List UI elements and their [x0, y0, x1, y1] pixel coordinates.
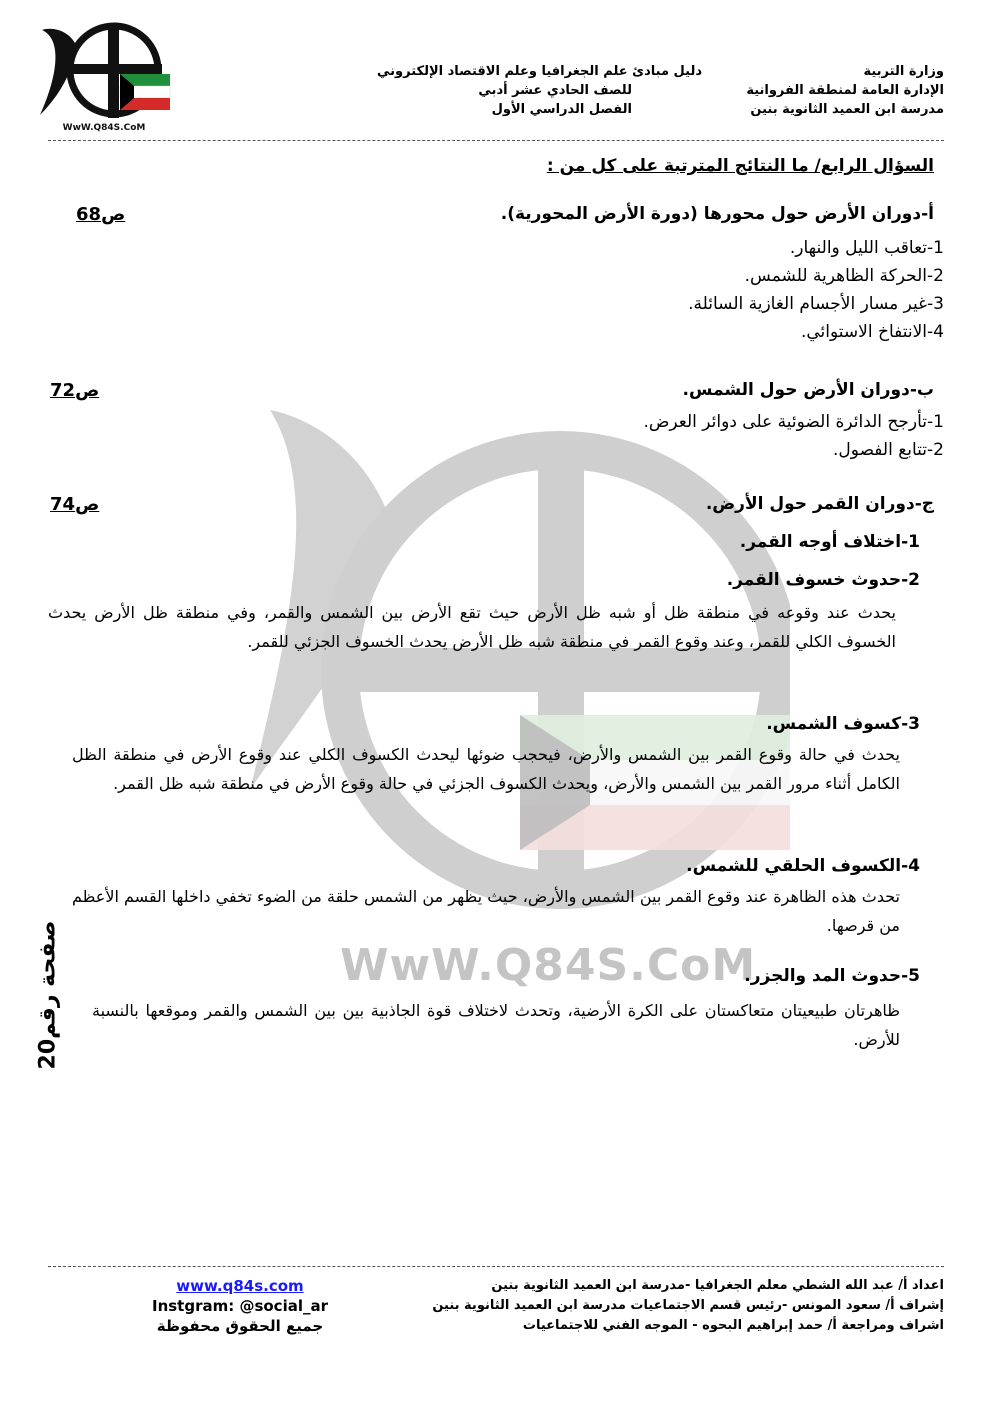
section-b-page-ref: ص72 [50, 380, 100, 401]
header-semester: الفصل الدراسي الأول [491, 102, 632, 117]
page-number-text: صفحة رقم20 [35, 920, 61, 1070]
header-directorate: الإدارة العامة لمنطقة الفروانية [746, 83, 944, 98]
footer-divider [48, 1266, 944, 1267]
section-c-item-2-body: يحدث عند وقوعه في منطقة ظل أو شبه ظل الأرض حيث تقع الأرض بين الشمس والقمر، وفي منطقة ظل الأرض يحدث الخسوف الكلي للقمر، وعند وقوع القمر في منطقة شبه ظل الأرض يحدث الخسوف الجزئي للقمر. [48, 603, 896, 651]
section-c-item-5-body: ظاهرتان طبيعيتان متعاكستان على الكرة الأرضية، وتحدث لاختلاف قوة الجاذبية بين بين الشمس والقمر وموقعها بالنسبة للأرض. [92, 1001, 900, 1049]
footer-links [140, 1276, 340, 1336]
header-ministry: وزارة التربية [863, 64, 944, 79]
section-c-page-ref: ص74 [50, 494, 100, 515]
header-school: مدرسة ابن العميد الثانوية بنين [750, 102, 944, 117]
watermark-text: WwW.Q84S.CoM [340, 940, 757, 991]
list-item: 2-تتابع الفصول. [833, 440, 944, 460]
section-b-list [344, 408, 944, 464]
instagram-handle: Instgram: @social_ar [151, 1297, 328, 1315]
header-center-block [322, 62, 702, 119]
section-c-item-2-title: 2-حدوث خسوف القمر. [726, 570, 920, 590]
section-c-item-1: 1-اختلاف أوجه القمر. [739, 532, 920, 552]
section-c-item-3-title: 3-كسوف الشمس. [766, 714, 920, 734]
section-c-item-5-title: 5-حدوث المد والجزر. [744, 966, 920, 986]
logo-caption: WwW.Q84S.CoM [62, 123, 146, 133]
school-logo-icon [34, 10, 174, 135]
question-title: السؤال الرابع/ ما النتائج المترتبة على كل من : [546, 156, 934, 176]
website-link[interactable]: www.q84s.com [176, 1277, 304, 1295]
rights-reserved: جميع الحقوق محفوظة [156, 1317, 324, 1335]
section-c-item-4-title: 4-الكسوف الحلقي للشمس. [686, 856, 920, 876]
footer-reviewed-by: اشراف ومراجعة أ/ حمد إبراهيم البحوه - الموجه الفني للاجتماعيات [522, 1318, 944, 1333]
section-b-title: ب-دوران الأرض حول الشمس. [682, 380, 934, 400]
list-item: 4-الانتفاخ الاستوائي. [800, 322, 944, 342]
footer-credits [424, 1276, 944, 1336]
footer-supervised-by: إشراف أ/ سعود المونس -رئيس قسم الاجتماعيات مدرسة ابن العميد الثانوية بنين [432, 1298, 944, 1313]
header-guide-title: دليل مبادئ علم الجغرافيا وعلم الاقتصاد الإلكتروني [377, 64, 702, 79]
footer-prepared-by: اعداد أ/ عبد الله الشطي معلم الجغرافيا -مدرسة ابن العميد الثانوية بنين [491, 1278, 944, 1293]
page-number-label [18, 920, 78, 1070]
header-grade: للصف الحادي عشر أدبي [478, 83, 632, 98]
list-item: 1-تعاقب الليل والنهار. [789, 238, 944, 258]
section-a-title: أ-دوران الأرض حول محورها (دورة الأرض المحورية). [500, 204, 934, 224]
section-c-item-3-body: يحدث في حالة وقوع القمر بين الشمس والأرض، فيحجب ضوئها ليحدث الكسوف الكلي عند وقوع الأرض في منطقة الظل الكامل أثناء مرور القمر بين الشمس والأرض، ويحدث الكسوف الجزئي في حالة وقوع الأرض في منطقة شبه ظل القمر. [72, 745, 900, 793]
list-item: 2-الحركة الظاهرية للشمس. [744, 266, 944, 286]
header-right-block [684, 62, 944, 119]
section-a-page-ref: ص68 [76, 204, 126, 225]
list-item: 1-تأرجح الدائرة الضوئية على دوائر العرض. [643, 412, 944, 432]
header-divider [48, 140, 944, 141]
section-c-item-4-body: تحدث هذه الظاهرة عند وقوع القمر بين الشمس والأرض، حيث يظهر من الشمس حلقة من الضوء تخفي داخلها القسم الأعظم من قرصها. [72, 887, 900, 935]
section-c-title: ج-دوران القمر حول الأرض. [705, 494, 934, 514]
section-a-list [344, 234, 944, 346]
list-item: 3-غير مسار الأجسام الغازية السائلة. [688, 294, 944, 314]
